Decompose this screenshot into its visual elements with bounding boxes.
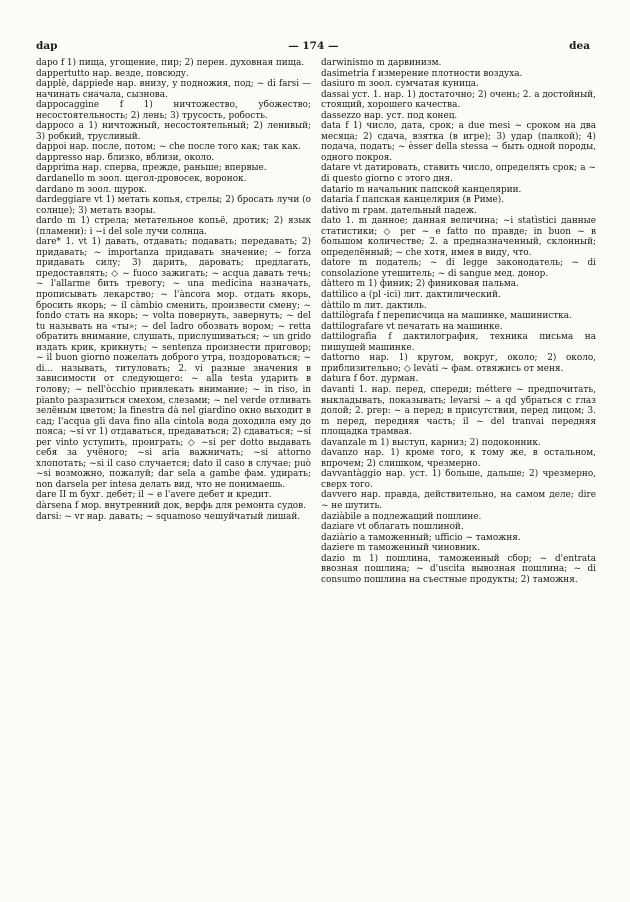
dictionary-entry: dàrsena f мор. внутренний док, верфь для ремонта судов. <box>36 500 306 511</box>
dictionary-entry: datore m податель; ~ di legge законодатель; ~ di consolazione утешитель; ~ di sangue мед. донор. <box>321 258 596 279</box>
dictionary-entry: dappresso нар. близко, вблизи, около. <box>36 152 215 163</box>
header-right-guideword: dea <box>569 40 590 52</box>
dictionary-entry: dattilografare vt печатать на машинке. <box>321 321 503 332</box>
dictionary-entry: dativo m грам. дательный падеж. <box>321 205 477 216</box>
dictionary-columns <box>36 58 596 585</box>
dictionary-entry: dappoco a 1) ничтожный, несостоятельный; 2) ленивый; 3) робкий, трусливый. <box>36 121 311 142</box>
dictionary-entry: dattilografìa f дактилография, техника письма на пишущей машинке. <box>321 332 596 353</box>
dictionary-entry: dare* 1. vt 1) давать, отдавать; подавать; передавать; 2) придавать; ~ importanza придавать значение; ~ forza придавать силу; 3) дарить, даровать; предлагать, предоставлять; ◇ ~ fuoco зажигать; ~ acqua давать течь; ~ l'allarme бить тревогу; ~ una medicina назначать, прописывать лекарство; ~ l'àncora мор. отдать якорь, бросить якорь; ~ il càmbio сменить, произвести смену; ~ fondo стать на якорь; ~ volta повернуть, завернуть; ~ del tu называть на «ты»; ~ del ladro обозвать вором; ~ retta обратить внимание, слушать, прислушиваться; ~ un grido издать крик, крикнуть; ~ sentenza произнести приговор; ~ il buon giorno пожелать доброго утра, поздороваться; ~ di... называть, титуловать; 2. vi разные значения в зависимости от следующего: ~ alla testa ударить в голову; ~ nell'òcchio привлекать внимание; ~ in riso, in pianto разразиться смехом, слезами; ~ nel verde отливать зелёным цветом; la finestra dà nel giardino окно выходит в сад; l'acqua gli dava fino alla cintola вода доходила ему до пояса; ~si vr 1) отдаваться, предаваться; 2) сдаваться; ~si per vinto уступить, проиграть; ◇ ~si per dotto выдавать себя за учёного; ~si aria важничать; ~si attorno хлопотать; ~si il caso случается; dato il caso в случае; può ~si возможно, пожалуй; dar sela a gambe фам. удирать; non darsela per intesa делать вид, что не понимаешь. <box>36 237 311 490</box>
dictionary-entry: davanzo нар. 1) кроме того, к тому же, в остальном, впрочем; 2) слишком, чрезмерно. <box>321 448 596 469</box>
dictionary-entry: data f 1) число, дата, срок; a due mesi ~ сроком на два месяца; 2) сдача, взятка (в игре); 3) удар (палкой); 4) подача, подать; ~ èsser della stessa ~ быть одной породы, одного покроя. <box>321 121 596 163</box>
dictionary-entry: dattilògrafa f переписчица на машинке, машинистка. <box>321 311 572 322</box>
page-header <box>36 40 590 56</box>
dictionary-entry: dàttero m 1) финик; 2) финиковая пальма. <box>321 279 519 290</box>
dictionary-entry: dasimetria f измерение плотности воздуха. <box>321 68 523 79</box>
dictionary-entry: davvero нар. правда, действительно, на самом деле; dire ~ не шутить. <box>321 490 596 511</box>
dictionary-entry: daziàbile a подлежащий пошлине. <box>321 511 482 522</box>
dictionary-entry: daziare vt облагать пошлиной. <box>321 522 464 533</box>
dictionary-entry: dappertutto нар. везде, повсюду. <box>36 68 189 79</box>
dictionary-entry: datare vt датировать, ставить число, определять срок; a ~ di questo giorno с этого дня. <box>321 163 596 185</box>
dictionary-entry: dassezzo нар. уст. под конец. <box>321 110 458 121</box>
page-number: — 174 — <box>288 40 339 52</box>
dictionary-entry: dasiuro m зоол. сумчатая куница. <box>321 79 479 90</box>
dictionary-entry: dapprima нар. сперва, прежде, раньше; впервые. <box>36 163 267 174</box>
dictionary-entry: dapplè, dappiede нар. внизу, у подножия, под; ~ di farsi — начинать сначала, сызнова. <box>36 79 311 100</box>
dictionary-entry: davanti 1. нар. перед, спереди; méttere ~ предпочитать, выкладывать, показывать; levarsi ~ a qd убраться с глаз долой; 2. prep: ~ a перед; в присутствии, перед лицом; 3. m перед, передняя часть; il ~ del tranvai передняя площадка трамвая. <box>321 384 596 438</box>
dictionary-entry: dassai уст. 1. нар. 1) достаточно; 2) очень; 2. a достойный, стоящий, хорошего качества. <box>321 89 596 111</box>
dictionary-entry: daziàrio a таможенный; ufficio ~ таможня. <box>321 532 521 543</box>
left-column <box>36 58 311 585</box>
dictionary-entry: dato 1. m данное; данная величина; ~i statìstici данные статистики; ◇ per ~ e fatto по правде; in buon ~ в большом количестве; 2. a предназначенный, склонный; определённый; ~ che хотя, имея в виду, что. <box>321 216 596 258</box>
dictionary-entry: davanzale m 1) выступ, карниз; 2) подоконник. <box>321 437 541 448</box>
header-left-guideword: dap <box>36 40 58 52</box>
dictionary-entry: dazio m 1) пошлина, таможенный сбор; ~ d'entrata ввозная пошлина; ~ d'uscita вывозная пошлина; ~ di consumo пошлина на съестные продукты; 2) таможня. <box>321 553 596 585</box>
dictionary-entry: darsi: ~ vr нар. давать; ~ squamoso чешуйчатый лишай. <box>36 511 301 522</box>
dictionary-entry: dattorno нар. 1) кругом, вокруг, около; 2) около, приблизительно; ◇ levàti ~ фам. отвяжись от меня. <box>321 353 596 374</box>
dictionary-entry: dare II m бухг. дебет; il ~ e l'avere дебет и кредит. <box>36 490 272 501</box>
dictionary-entry: datario m начальник папской канцелярии. <box>321 184 522 195</box>
dictionary-entry: dardano m зоол. щурок. <box>36 184 147 195</box>
right-column <box>321 58 596 585</box>
dictionary-entry: dappocaggine f 1) ничтожество, убожество; несостоятельность; 2) лень; 3) трусость, робость. <box>36 100 311 121</box>
dictionary-entry: darwinismo m дарвинизм. <box>321 58 442 68</box>
dictionary-entry: daziere m таможенный чиновник. <box>321 543 481 554</box>
dictionary-entry: dardeggiare vt 1) метать копья, стрелы; 2) бросать лучи (о солнце); 3) метать взоры. <box>36 195 311 216</box>
dictionary-entry: dattìlico a (pl -ici) лит. дактилический. <box>321 290 501 301</box>
dictionary-entry: dardo m 1) стрела; метательное копьё, дротик; 2) язык (пламени): i ~i del sole лучи солнца. <box>36 216 311 237</box>
dictionary-entry: dappoi нар. после, потом; ~ che после того как; так как. <box>36 142 301 153</box>
dictionary-entry: dataria f папская канцелярия (в Риме). <box>321 195 505 206</box>
dictionary-entry: dapo f 1) пища, угощение, пир; 2) перен. духовная пища. <box>36 58 305 68</box>
dictionary-entry: dardanello m зоол. щегол-дровосек, воронок. <box>36 174 247 185</box>
dictionary-entry: davvantàggio нар. уст. 1) больше, дальше; 2) чрезмерно, сверх того. <box>321 469 596 490</box>
dictionary-entry: datura f бот. дурман. <box>321 374 419 385</box>
dictionary-entry: dàttilo m лит. дактиль. <box>321 300 427 311</box>
